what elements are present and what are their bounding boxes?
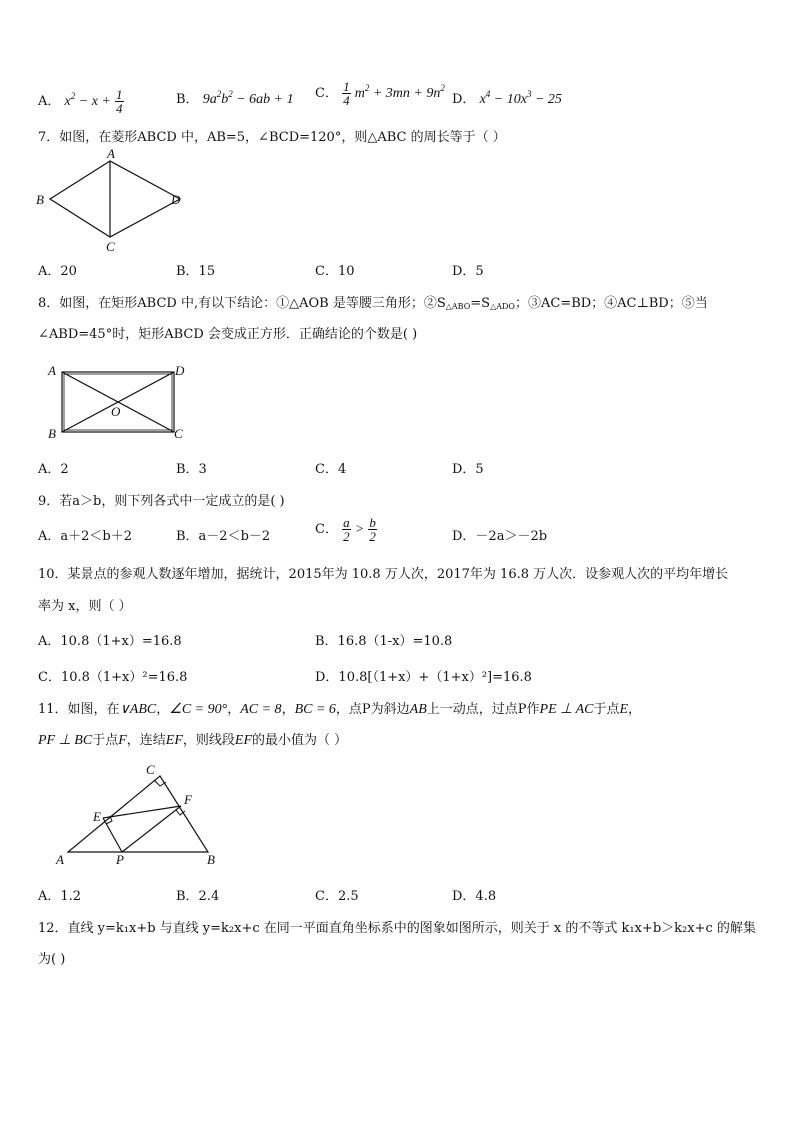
vertex-c: C bbox=[174, 426, 183, 441]
q10-option-b[interactable]: B．16.8（1-x）=10.8 bbox=[315, 634, 453, 649]
segment-ef bbox=[103, 806, 181, 818]
q9-option-d[interactable]: D．－2a＞－2b bbox=[452, 529, 548, 544]
q8-stem-line2: ∠ABD=45°时，矩形ABCD 会变成正方形．正确结论的个数是( ) bbox=[38, 327, 418, 342]
q10-stem-line1: 10．某景点的参观人数逐年增加，据统计，2015年为 10.8 万人次，2017年为 16.8 万人次．设参观人次的平均年增长 bbox=[38, 567, 729, 582]
vertex-d: D bbox=[175, 363, 185, 378]
right-angle-c bbox=[154, 780, 166, 786]
rectangle-figure bbox=[44, 360, 194, 445]
vertex-b: B bbox=[207, 852, 215, 867]
q8-option-b[interactable]: B．3 bbox=[176, 462, 207, 477]
q7-option-a[interactable]: A．20 bbox=[38, 264, 77, 279]
q11-stem-line1: 11．如图，在∨ABC，∠C = 90°，AC = 8，BC = 6，点P为斜边AB上一动点，过点P作PE ⊥ AC于点E， bbox=[38, 702, 642, 717]
rhombus-figure bbox=[30, 145, 190, 255]
q11-option-a[interactable]: A．1.2 bbox=[38, 889, 82, 904]
q6-option-c[interactable]: C． $\frac{1}{4}$ $m^2 + 3mn + 9n^2$ bbox=[315, 79, 445, 108]
point-e: E bbox=[93, 809, 101, 824]
segment-pe bbox=[103, 818, 122, 852]
vertex-d: D bbox=[171, 192, 181, 207]
vertex-a: A bbox=[48, 363, 56, 378]
rhombus-shape bbox=[50, 161, 180, 237]
q7-option-b[interactable]: B．15 bbox=[176, 264, 216, 279]
q11-stem-line2: PF ⊥ BC于点F，连结EF，则线段EF的最小值为（ ） bbox=[38, 733, 348, 748]
q9-option-b[interactable]: B．a－2＜b－2 bbox=[176, 529, 271, 544]
q10-option-c[interactable]: C．10.8（1+x）²=16.8 bbox=[38, 670, 188, 685]
center-o: O bbox=[111, 404, 121, 419]
q12-stem-line1: 12．直线 y=k₁x+b 与直线 y=k₂x+c 在同一平面直角坐标系中的图象如图所示，则关于 x 的不等式 k₁x+b＞k₂x+c 的解集 bbox=[38, 921, 756, 936]
q11-option-c[interactable]: C．2.5 bbox=[315, 889, 359, 904]
q6-option-b[interactable]: B． $9a^2b^2 - 6ab + 1$ bbox=[176, 89, 294, 107]
q7-option-c[interactable]: C．10 bbox=[315, 264, 355, 279]
vertex-c: C bbox=[106, 239, 115, 254]
q9-option-c[interactable]: C． $\frac{a}{2}$ > $\frac{b}{2}$ bbox=[315, 515, 376, 544]
q7-option-d[interactable]: D．5 bbox=[452, 264, 484, 279]
q8-stem-line1: 8．如图，在矩形ABCD 中,有以下结论：①△AOB 是等腰三角形；$②S_{\triangle ABO}=S_{\triangle ADO}$；③AC=BD；④AC⊥BD；⑤当 bbox=[38, 296, 708, 311]
q12-stem-line2: 为( ) bbox=[38, 952, 66, 967]
q7-stem: 7．如图，在菱形ABCD 中，AB=5，∠BCD=120°，则△ABC 的周长等于（ ） bbox=[38, 130, 506, 145]
q8-option-a[interactable]: A．2 bbox=[38, 462, 69, 477]
q10-stem-line2: 率为 x，则（ ） bbox=[38, 599, 132, 614]
q9-option-a[interactable]: A．a＋2＜b＋2 bbox=[38, 529, 133, 544]
q11-option-b[interactable]: B．2.4 bbox=[176, 889, 220, 904]
q8-option-c[interactable]: C．4 bbox=[315, 462, 347, 477]
q8-option-d[interactable]: D．5 bbox=[452, 462, 484, 477]
q11-option-d[interactable]: D．4.8 bbox=[452, 889, 497, 904]
q10-option-d[interactable]: D．10.8[（1+x）+（1+x）²]=16.8 bbox=[315, 670, 532, 685]
triangle-figure bbox=[50, 760, 230, 870]
vertex-a: A bbox=[107, 146, 115, 161]
vertex-b: B bbox=[36, 192, 44, 207]
point-p: P bbox=[116, 852, 124, 867]
q9-stem: 9．若a＞b，则下列各式中一定成立的是( ) bbox=[38, 494, 285, 509]
segment-pf bbox=[122, 806, 181, 852]
triangle-abc bbox=[68, 776, 208, 852]
point-f: F bbox=[184, 792, 192, 807]
vertex-c: C bbox=[146, 762, 155, 777]
vertex-a: A bbox=[56, 852, 64, 867]
q10-option-a[interactable]: A．10.8（1+x）=16.8 bbox=[38, 634, 182, 649]
q6-option-d[interactable]: D． $x^4 - 10x^3 - 25$ bbox=[452, 89, 562, 107]
vertex-b: B bbox=[48, 426, 56, 441]
q6-option-a[interactable]: A． $x^2 - x$ + $\frac{1}{4}$ bbox=[38, 87, 123, 116]
